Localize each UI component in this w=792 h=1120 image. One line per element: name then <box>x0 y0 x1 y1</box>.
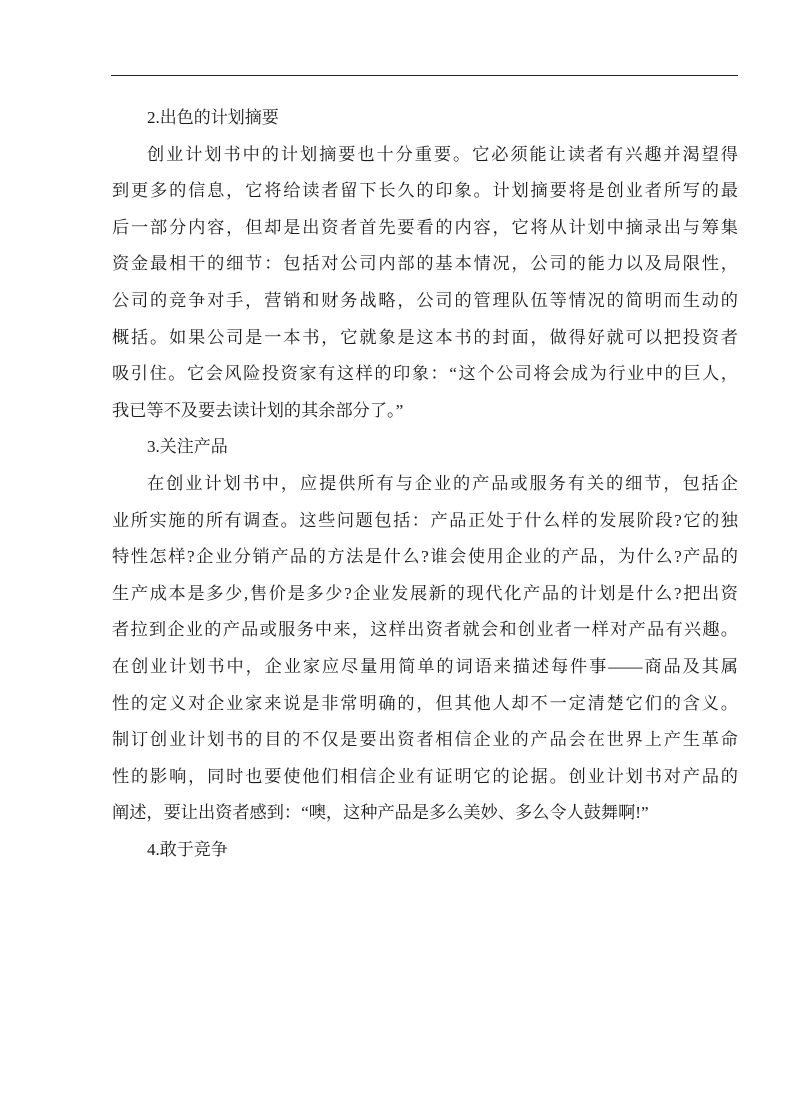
paragraph-line: 性的定义对企业家来说是非常明确的，但其他人却不一定清楚它们的含义。 <box>112 693 738 713</box>
paragraph-line: 创业计划书中的计划摘要也十分重要。它必须能让读者有兴趣并渴望得 <box>147 144 738 164</box>
paragraph-line: 资金最相干的细节：包括对公司内部的基本情况，公司的能力以及局限性， <box>112 254 738 274</box>
paragraph-line: 我已等不及要去读计划的其余部分了。” <box>112 400 404 420</box>
paragraph-line: 性的影响，同时也要使他们相信企业有证明它的论据。创业计划书对产品的 <box>112 766 738 786</box>
paragraph-line: 吸引住。它会风险投资家有这样的印象：“这个公司将会成为行业中的巨人， <box>112 364 738 384</box>
paragraph-line: 到更多的信息，它将给读者留下长久的印象。计划摘要将是创业者所写的最 <box>112 181 738 201</box>
paragraph-line: 在创业计划书中，企业家应尽量用简单的词语来描述每件事——商品及其属 <box>112 656 738 676</box>
paragraph-line: 者拉到企业的产品或服务中来，这样出资者就会和创业者一样对产品有兴趣。 <box>112 620 738 640</box>
document-body <box>112 100 738 868</box>
section-heading: 2.出色的计划摘要 <box>147 108 279 127</box>
paragraph-line: 在创业计划书中，应提供所有与企业的产品或服务有关的细节，包括企 <box>147 473 738 493</box>
paragraph-line: 公司的竞争对手，营销和财务战略，公司的管理队伍等情况的简明而生动的 <box>112 290 738 310</box>
paragraph-line: 业所实施的所有调查。这些问题包括：产品正处于什么样的发展阶段?它的独 <box>112 510 738 530</box>
paragraph-line: 特性怎样?企业分销产品的方法是什么?谁会使用企业的产品，为什么?产品的 <box>112 547 738 567</box>
paragraph-line: 概括。如果公司是一本书，它就象是这本书的封面，做得好就可以把投资者 <box>112 327 738 347</box>
section-heading: 4.敢于竞争 <box>147 839 228 859</box>
paragraph-line: 后一部分内容，但却是出资者首先要看的内容，它将从计划中摘录出与筹集 <box>112 217 738 237</box>
section-heading: 3.关注产品 <box>147 437 228 457</box>
paragraph-line: 制订创业计划书的目的不仅是要出资者相信企业的产品会在世界上产生革命 <box>112 730 738 750</box>
header-rule <box>111 75 738 76</box>
paragraph-line: 阐述，要让出资者感到：“噢，这种产品是多么美妙、多么令人鼓舞啊!” <box>112 803 649 823</box>
paragraph-line: 生产成本是多少,售价是多少?企业发展新的现代化产品的计划是什么?把出资 <box>112 583 738 603</box>
